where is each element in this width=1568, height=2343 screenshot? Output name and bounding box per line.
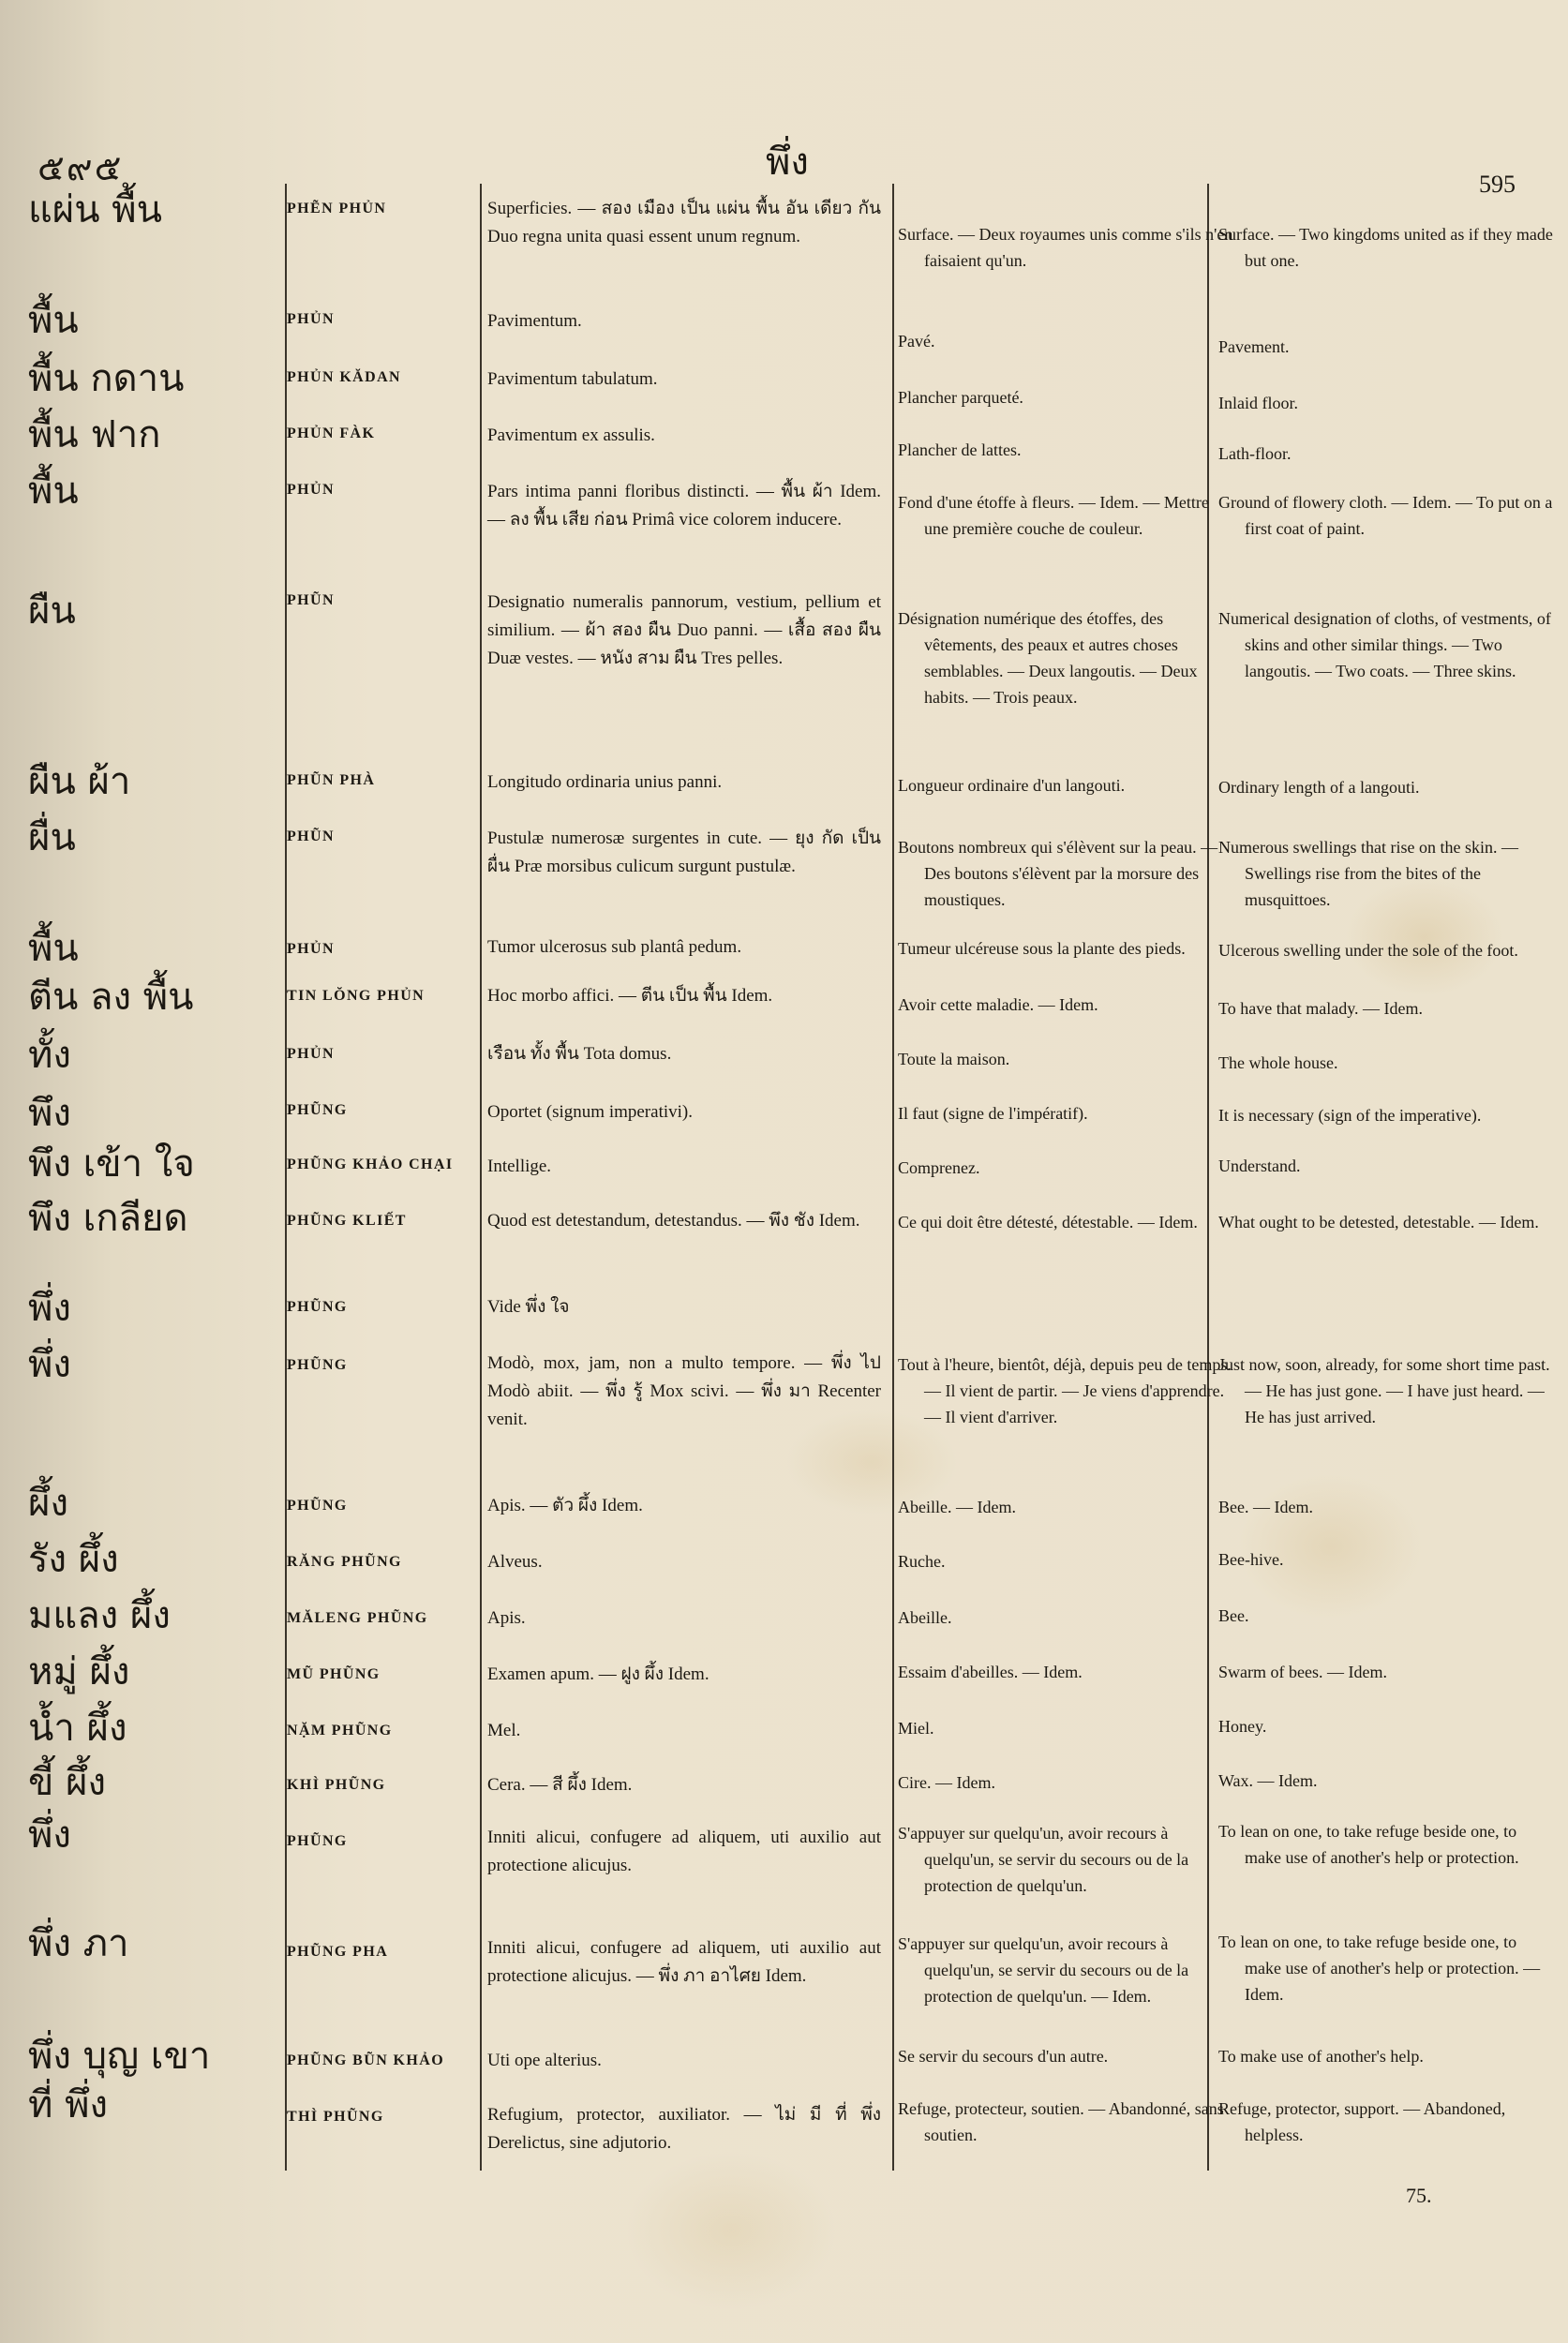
- entry-english: Honey.: [1218, 1717, 1267, 1736]
- entry-thai: ผืน ผ้า: [28, 760, 131, 803]
- entry-french: S'appuyer sur quelqu'un, avoir recours à quelqu'un, se servir du secours ou de la protection de quelqu'un.: [898, 1824, 1189, 1895]
- signature-mark: 75.: [1406, 2184, 1432, 2207]
- entry-latin: Mel.: [487, 1721, 521, 1740]
- entry-french: Plancher de lattes.: [898, 440, 1022, 459]
- entry-romanization: PHŨNG: [287, 1498, 348, 1514]
- entry-english: To lean on one, to take refuge beside one, to make use of another's help or protection. — Idem.: [1218, 1933, 1541, 2004]
- entry-latin: Alveus.: [487, 1552, 543, 1572]
- entry-thai: ผึ้ง: [28, 1482, 68, 1525]
- entry-romanization: PHŨNG: [287, 1102, 348, 1118]
- entry-thai: พื้น ฟาก: [28, 413, 161, 456]
- entry-latin: Apis.: [487, 1608, 526, 1628]
- running-headword: พึ่ง: [766, 141, 809, 183]
- entry-latin: Vide พึ่ง ใจ: [487, 1297, 570, 1317]
- entry-thai: ทั้ง: [28, 1034, 71, 1077]
- entry-french: Abeille. — Idem.: [898, 1498, 1016, 1516]
- entry-french: Comprenez.: [898, 1158, 980, 1177]
- entry-french: Ce qui doit être détesté, détestable. — Idem.: [898, 1213, 1198, 1231]
- entry-thai: พื้น กดาน: [28, 357, 185, 400]
- entry-thai: พื้น: [28, 299, 79, 342]
- entry-thai: มแลง ผึ้ง: [28, 1594, 171, 1637]
- entry-latin: Cera. — สี ผึ้ง Idem.: [487, 1775, 633, 1795]
- page-header: [0, 0, 1568, 198]
- entry-romanization: PHỦN KĂDAN: [287, 369, 401, 385]
- entry-romanization: MĂLENG PHŨNG: [287, 1610, 428, 1626]
- entry-english: Understand.: [1218, 1157, 1301, 1175]
- entry-english: Wax. — Idem.: [1218, 1771, 1318, 1790]
- entry-english: Ordinary length of a langouti.: [1218, 778, 1420, 797]
- entry-english: To lean on one, to take refuge beside one, to make use of another's help or protection.: [1218, 1822, 1519, 1867]
- entry-romanization: PHỦN: [287, 941, 335, 957]
- entry-english: Bee.: [1218, 1606, 1249, 1625]
- entry-latin: Uti ope alterius.: [487, 2051, 602, 2070]
- entry-thai: พึ่ง: [28, 1343, 71, 1386]
- entry-french: Tumeur ulcéreuse sous la plante des pieds.: [898, 939, 1186, 958]
- entry-french: Tout à l'heure, bientôt, déjà, depuis peu de temps. — Il vient de partir. — Je viens d'apprendre. — Il vient d'arriver.: [898, 1355, 1232, 1426]
- entry-romanization: PHŨNG PHA: [287, 1944, 389, 1960]
- entry-french: Abeille.: [898, 1608, 952, 1627]
- entry-latin: Intellige.: [487, 1157, 552, 1176]
- entry-french: Refuge, protecteur, soutien. — Abandonné, sans soutien.: [898, 2099, 1224, 2144]
- page-number: 595: [1479, 171, 1516, 198]
- entry-romanization: KHÌ PHŨNG: [287, 1777, 386, 1793]
- entry-romanization: RĂNG PHŨNG: [287, 1554, 402, 1570]
- entry-french: Cire. — Idem.: [898, 1773, 995, 1792]
- entry-latin: Inniti alicui, confugere ad aliquem, uti auxilio aut protectione alicujus.: [487, 1828, 881, 1875]
- entry-english: Surface. — Two kingdoms united as if they made but one.: [1218, 225, 1553, 270]
- entry-latin: Superficies. — สอง เมือง เป็น แผ่น พื้น อัน เดียว กัน Duo regna unita quasi essent unum regnum.: [487, 199, 881, 246]
- entry-latin: Oportet (signum imperativi).: [487, 1102, 693, 1122]
- entry-thai: น้ำ ผึ้ง: [28, 1707, 127, 1750]
- entry-french: Pavé.: [898, 332, 935, 351]
- entry-latin: Longitudo ordinaria unius panni.: [487, 772, 723, 792]
- entry-english: To make use of another's help.: [1218, 2047, 1424, 2066]
- entry-latin: Tumor ulcerosus sub plantâ pedum.: [487, 937, 742, 957]
- entry-french: Fond d'une étoffe à fleurs. — Idem. — Mettre une première couche de couleur.: [898, 493, 1209, 538]
- entry-latin: Pavimentum tabulatum.: [487, 369, 658, 389]
- entry-french: Avoir cette maladie. — Idem.: [898, 995, 1098, 1014]
- entry-thai: แผ่น พื้น: [28, 188, 162, 231]
- entry-latin: Refugium, protector, auxiliator. — ไม่ มี ที่ พึ่ง Derelictus, sine adjutorio.: [487, 2105, 881, 2153]
- entry-french: Ruche.: [898, 1552, 946, 1571]
- entry-thai: ขี้ ผึ้ง: [28, 1761, 107, 1804]
- entry-english: Swarm of bees. — Idem.: [1218, 1663, 1387, 1681]
- entry-romanization: TIN LŎNG PHỦN: [287, 988, 426, 1004]
- entry-thai: พึ่ง: [28, 1813, 71, 1857]
- entry-french: Se servir du secours d'un autre.: [898, 2047, 1109, 2066]
- entry-english: Numerical designation of cloths, of vestments, of skins and other similar things. — Two langoutis. — Two coats. — Three skins.: [1218, 609, 1551, 680]
- entry-english: Bee-hive.: [1218, 1550, 1284, 1569]
- entry-thai: พึ่ง: [28, 1287, 71, 1330]
- entry-latin: Quod est detestandum, detestandus. — พึง ชัง Idem.: [487, 1211, 860, 1231]
- entry-romanization: PHŨN: [287, 592, 335, 608]
- entry-romanization: PHŨNG: [287, 1833, 348, 1849]
- entry-romanization: NẶM PHŨNG: [287, 1723, 393, 1739]
- entry-thai: ผื่น: [28, 816, 76, 859]
- entry-english: Numerous swellings that rise on the skin. — Swellings rise from the bites of the musquittoes.: [1218, 838, 1518, 909]
- entry-thai: พึง เข้า ใจ: [28, 1142, 195, 1186]
- entry-thai: ตีน ลง พื้น: [28, 976, 194, 1019]
- entry-romanization: PHŨN: [287, 828, 335, 844]
- entry-romanization: PHŨNG: [287, 1357, 348, 1373]
- entry-english: Ground of flowery cloth. — Idem. — To put on a first coat of paint.: [1218, 493, 1553, 538]
- entry-french: Il faut (signe de l'impératif).: [898, 1104, 1088, 1123]
- entry-french: Plancher parqueté.: [898, 388, 1023, 407]
- entry-english: Refuge, protector, support. — Abandoned, helpless.: [1218, 2099, 1506, 2144]
- entry-romanization: PHŨNG: [287, 1299, 348, 1315]
- entry-french: S'appuyer sur quelqu'un, avoir recours à quelqu'un, se servir du secours ou de la protection de quelqu'un. — Idem.: [898, 1934, 1189, 2006]
- entry-romanization: MŨ PHŨNG: [287, 1666, 381, 1682]
- entry-french: Désignation numérique des étoffes, des vêtements, des peaux et autres choses semblables. — Deux langoutis. — Deux habits. — Trois peaux.: [898, 609, 1198, 707]
- entry-latin: Modò, mox, jam, non a multo tempore. — พึ่ง ไป Modò abiit. — พึ่ง รู้ Mox scivi. — พึ่ง มา Recenter venit.: [487, 1353, 881, 1429]
- entry-english: Bee. — Idem.: [1218, 1498, 1313, 1516]
- entry-english: It is necessary (sign of the imperative).: [1218, 1106, 1482, 1125]
- entry-french: Toute la maison.: [898, 1050, 1010, 1068]
- entry-latin: Pavimentum.: [487, 311, 582, 331]
- entry-romanization: PHŨNG KLIẾT: [287, 1213, 407, 1229]
- entry-thai: ที่ พึ่ง: [28, 2083, 108, 2127]
- entry-romanization: PHỦN FÀK: [287, 425, 376, 441]
- entry-latin: Hoc morbo affici. — ตีน เป็น พื้น Idem.: [487, 986, 773, 1006]
- entry-english: The whole house.: [1218, 1053, 1338, 1072]
- entry-english: Lath-floor.: [1218, 444, 1292, 463]
- entry-romanization: THÌ PHŨNG: [287, 2109, 384, 2125]
- entry-romanization: PHẼN PHỦN: [287, 201, 387, 216]
- entry-french: Essaim d'abeilles. — Idem.: [898, 1663, 1083, 1681]
- entry-romanization: PHŨNG BŨN KHẢO: [287, 2052, 445, 2068]
- column-rule-2: [480, 184, 482, 2171]
- entry-english: To have that malady. — Idem.: [1218, 999, 1424, 1018]
- entry-french: Surface. — Deux royaumes unis comme s'ils n'en faisaient qu'un.: [898, 225, 1233, 270]
- thai-page-number: ๕๙๕: [37, 149, 124, 188]
- entry-latin: Pustulæ numerosæ surgentes in cute. — ยุง กัด เป็น ผื่น Præ morsibus culicum surgunt pustulæ.: [487, 828, 881, 876]
- entry-english: Pavement.: [1218, 337, 1290, 356]
- entry-latin: Pars intima panni floribus distincti. — พื้น ผ้า Idem. — ลง พื้น เสีย ก่อน Primâ vice colorem inducere.: [487, 482, 881, 530]
- entry-latin: Inniti alicui, confugere ad aliquem, uti auxilio aut protectione alicujus. — พึ่ง ภา อาไศย Idem.: [487, 1938, 881, 1986]
- entry-french: Longueur ordinaire d'un langouti.: [898, 776, 1126, 795]
- entry-romanization: PHŨN PHÀ: [287, 772, 376, 788]
- entry-english: Inlaid floor.: [1218, 394, 1298, 412]
- entry-thai: ผืน: [28, 589, 76, 633]
- entry-english: Ulcerous swelling under the sole of the foot.: [1218, 941, 1518, 960]
- entry-french: Miel.: [898, 1719, 934, 1738]
- entry-english: Just now, soon, already, for some short time past. — He has just gone. — I have just heard. — He has just arrived.: [1218, 1355, 1550, 1426]
- entry-english: What ought to be detested, detestable. — Idem.: [1218, 1213, 1539, 1231]
- entry-romanization: PHỦN: [287, 482, 335, 498]
- entry-thai: พึง เกลียด: [28, 1197, 188, 1240]
- entry-latin: Pavimentum ex assulis.: [487, 425, 655, 445]
- entry-thai: พื้น: [28, 470, 79, 513]
- entry-romanization: PHỦN: [287, 1046, 335, 1062]
- entry-latin: เรือน ทั้ง พื้น Tota domus.: [487, 1044, 672, 1064]
- entry-thai: พื้น: [28, 927, 79, 970]
- entry-romanization: PHỦN: [287, 311, 335, 327]
- entry-thai: พึง: [28, 1092, 71, 1135]
- entry-thai: พึ่ง ภา: [28, 1922, 129, 1965]
- entry-thai: หมู่ ผึ้ง: [28, 1650, 130, 1694]
- entry-thai: พึ่ง บุญ เขา: [28, 2035, 211, 2078]
- entry-thai: รัง ผึ้ง: [28, 1538, 119, 1581]
- entry-latin: Designatio numeralis pannorum, vestium, pellium et similium. — ผ้า สอง ผืน Duo panni. — เสื้อ สอง ผืน Duæ vestes. — หนัง สาม ผืน Tres pelles.: [487, 592, 881, 668]
- entry-french: Boutons nombreux qui s'élèvent sur la peau. — Des boutons s'élèvent par la morsure des moustiques.: [898, 838, 1218, 909]
- column-rule-3: [892, 184, 894, 2171]
- entry-latin: Examen apum. — ฝูง ผึ้ง Idem.: [487, 1664, 709, 1684]
- entry-latin: Apis. — ตัว ผึ้ง Idem.: [487, 1496, 643, 1515]
- entry-romanization: PHŨNG KHẢO CHẠI: [287, 1157, 454, 1172]
